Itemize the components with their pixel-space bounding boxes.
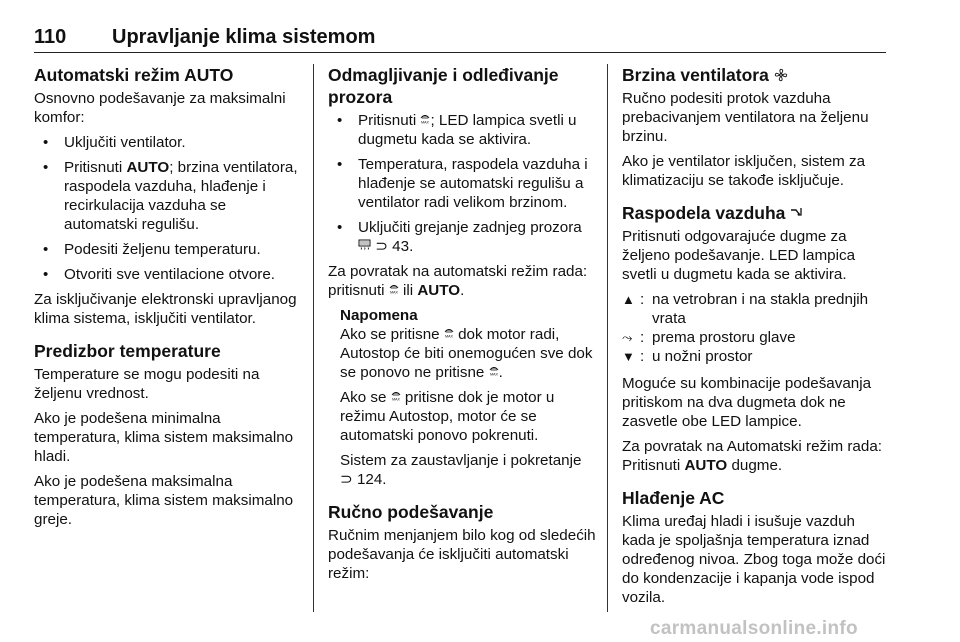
air-distribution-legend [622,290,892,366]
section-heading-air-distribution: Raspodela vazduha [622,202,892,224]
defrost-max-icon [420,112,430,124]
paragraph: Ako je ventilator isključen, sistem za klimatizaciju se takođe isključuje. [622,153,866,189]
paragraph: Osnovno podešavanje za maksimalni komfor: [34,90,286,126]
rear-window-heating-icon [358,239,371,250]
page-header [34,24,886,53]
section-heading-defog: Odmagljivanje i odleđivanje prozora [328,65,559,107]
list-item: • Pritisnuti AUTO; brzina ventilatora, raspodela vazduha, hlađenje i recirkulacija vazduha se automatski regulišu. [34,158,302,234]
windscreen-arrow-icon: ▲ [622,292,635,307]
bullet-list [34,133,302,284]
paragraph: Ako se MAX pritisne dok je motor u režimu Autostop, motor će se automatski ponovo pokrenuti. [340,389,555,444]
auto-keyword: AUTO [684,457,728,474]
defrost-max-icon [489,364,499,376]
list-item: • Otvoriti sve ventilacione otvore. [34,265,302,284]
page-reference-arrow-icon: ⊃ [340,471,353,488]
page-title: Upravljanje klima sistemom [112,26,376,48]
paragraph: Ako je podešena minimalna temperatura, klima sistem maksimalno hladi. [34,410,294,465]
watermark: carmanualsonline.info [650,618,858,639]
fan-icon [774,68,788,82]
paragraph: Pritisnuti odgovarajuće dugme za željeno podešavanje. LED lampica svetli u dugmetu kada se aktivira. [622,228,856,283]
svg-text:MAX: MAX [389,290,398,294]
section-heading-auto-mode: Automatski režim AUTO [34,65,234,85]
section-heading-fan-speed: Brzina ventilatora [622,64,892,86]
svg-text:MAX: MAX [391,397,400,401]
list-item: • Uključiti ventilator. [34,133,302,152]
footwell-arrow-icon: ▼ [622,349,635,364]
paragraph: Moguće su kombinacije podešavanja pritiskom na dva dugmeta dok ne zasvetle obe LED lampice. [622,375,872,430]
list-item: • Pritisnuti MAX ; LED lampica svetli u dugmetu kada se aktivira. [328,111,596,149]
legend-row: ▲ : na vetrobran i na stakla prednjih vrata [622,291,869,327]
defrost-max-icon [389,282,399,294]
column-divider [313,64,314,612]
list-item: • Uključiti grejanje zadnjeg prozora ⊃ 43. [328,218,596,256]
paragraph: Ručnim menjanjem bilo kog od sledećih podešavanja će isključiti automatski režim: [328,527,596,582]
list-item: • Podesiti željenu temperaturu. [34,240,302,259]
defrost-max-icon [391,389,401,401]
note-block [328,306,596,489]
auto-keyword: AUTO [417,282,461,299]
section-heading-ac-cooling: Hlađenje AC [622,488,725,508]
paragraph: Klima uređaj hladi i isušuje vazduh kada je spoljašnja temperatura iznad određenog nivoa. Zbog toga može doći do kondenzacije i kapanja vode ispod vozila. [622,513,886,606]
section-heading-temperature-preset: Predizbor temperature [34,341,221,361]
air-distribution-head-icon [790,206,804,220]
paragraph: Ako se pritisne MAX dok motor radi, Autostop će biti onemogućen sve dok se ponovo ne pritisne MAX . [340,326,593,381]
column-middle [328,64,596,589]
paragraph: Ako je podešena maksimalna temperatura, klima sistem maksimalno greje. [34,473,294,528]
paragraph: Sistem za zaustavljanje i pokretanje ⊃ 124. [340,452,582,488]
paragraph: Za isključivanje elektronski upravljanog klima sistema, isključiti ventilator. [34,291,297,327]
defrost-max-icon [444,326,454,338]
paragraph: Za povratak na automatski režim rada: pritisnuti MAX ili AUTO. [328,263,588,299]
page-reference-arrow-icon: ⊃ [371,238,388,255]
note-heading: Napomena [340,307,418,324]
bullet-list [328,111,596,256]
column-right [622,64,892,613]
column-divider [607,64,608,612]
head-area-arrow-icon: ⤳ [622,330,633,345]
legend-row: ▼ : u nožni prostor [622,348,753,365]
paragraph: Za povratak na Automatski režim rada: Pritisnuti AUTO dugme. [622,438,882,474]
svg-text:MAX: MAX [421,120,430,124]
paragraph: Temperature se mogu podesiti na željenu vrednost. [34,366,260,402]
page-number: 110 [34,26,67,48]
auto-keyword: AUTO [126,159,170,176]
list-item: • Temperatura, raspodela vazduha i hlađenje se automatski regulišu a ventilator radi velikom brzinom. [328,155,596,212]
svg-text:MAX: MAX [489,372,498,376]
section-heading-manual: Ručno podešavanje [328,502,494,522]
column-left [34,64,302,535]
svg-text:MAX: MAX [444,334,453,338]
legend-row: ⤳ : prema prostoru glave [622,329,796,346]
paragraph: Ručno podesiti protok vazduha prebacivanjem ventilatora na željenu brzinu. [622,90,869,145]
